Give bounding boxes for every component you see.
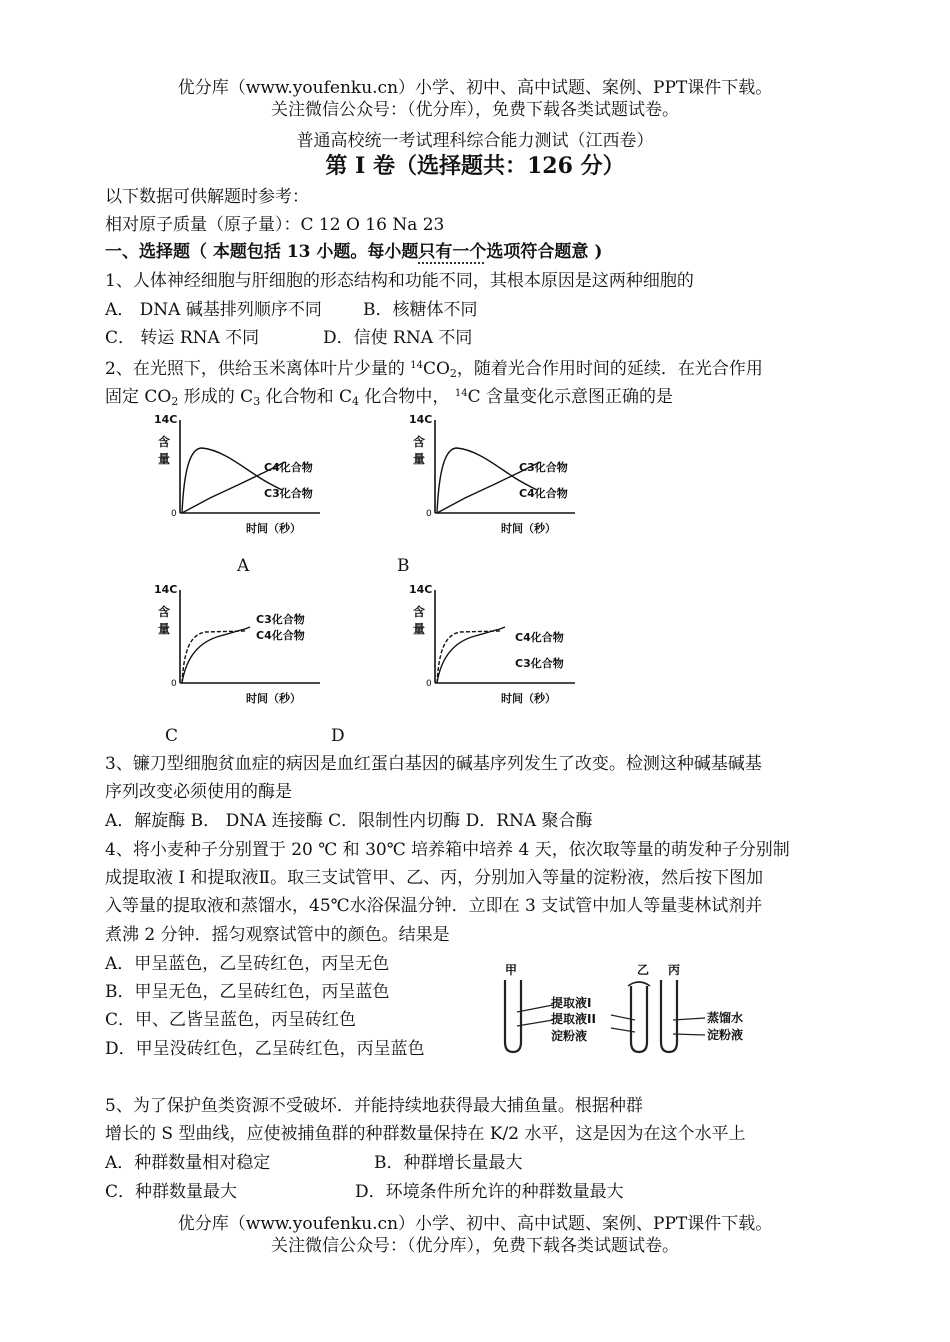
chart-b-ylabel-1: 含 [413, 435, 426, 449]
q4-stem-2: 成提取液 I 和提取液Ⅱ。取三支试管甲、乙、丙，分别加入等量的淀粉液，然后按下图加 [105, 868, 764, 888]
chart-d-letter: D [331, 726, 345, 746]
fig-label-2: 提取液II [551, 1012, 596, 1026]
q4-stem-3: 入等量的提取液和蒸馏水，45℃水浴保温分钟．立即在 3 支试管中加人等量斐林试剂并 [105, 896, 763, 916]
fig-label-3: 淀粉液 [551, 1029, 588, 1043]
q2-stem-1: 2、在光照下，供给玉米离体叶片少量的 $^{14}CO_2$，随着光合作用时间的延续．在光合作用 [105, 359, 763, 380]
leader-1 [517, 1005, 553, 1012]
q5-option-c: C．种群数量最大 [105, 1182, 238, 1202]
q4-option-c: C．甲、乙皆呈蓝色，丙呈砖红色 [105, 1010, 357, 1030]
q4-stem-1: 4、将小麦种子分别置于 20 ℃ 和 30℃ 培养箱中培养 4 天，依次取等量的萌发种子分别制 [105, 840, 790, 860]
ref-intro: 以下数据可供解题时参考： [105, 187, 309, 207]
chart-c-ylabel-2: 量 [158, 622, 171, 636]
chart-c-ylabel-1: 含 [158, 605, 171, 619]
test-tube-figure [495, 960, 765, 1060]
q5-stem-1: 5、为了保护鱼类资源不受破坏．并能持续地获得最大捕鱼量。根据种群 [105, 1096, 643, 1116]
tube-yi [631, 986, 647, 1052]
chart-a-ylabel-top: 14C [154, 413, 178, 426]
q1-option-a: A． DNA 碱基排列顺序不同 [105, 300, 322, 320]
chart-c-xlabel: 时间（秒） [246, 692, 301, 705]
q4-option-a: A．甲呈蓝色，乙呈砖红色，丙呈无色 [105, 954, 390, 974]
chart-b-curve-peak [437, 448, 537, 513]
tube-label-yi: 乙 [637, 963, 650, 977]
chart-d-label-bottom: C3化合物 [515, 657, 564, 670]
footer-line-2: 关注微信公众号：（优分库），免费下载各类试题试卷。 [271, 1236, 679, 1256]
q3-stem-1: 3、镰刀型细胞贫血症的病因是血红蛋白基因的碱基序列发生了改变。检测这种碱基碱基 [105, 754, 762, 774]
chart-a-label-peak: C4化合物 [264, 461, 313, 474]
chart-c-label-bottom: C4化合物 [256, 629, 305, 642]
chart-b-label-peak: C3化合物 [519, 461, 568, 474]
q3-stem-2: 序列改变必须使用的酶是 [105, 782, 292, 802]
tube-label-bing: 丙 [668, 963, 681, 977]
chart-c [150, 580, 350, 710]
chart-c-ylabel-top: 14C [154, 583, 178, 596]
chart-a-origin: 0 [171, 509, 177, 519]
chart-d-ylabel-top: 14C [409, 583, 433, 596]
header-line-1: 优分库（www.youfenku.cn）小学、初中、高中试题、案例、PPT课件下载。 [177, 78, 773, 98]
part-heading: 一、选择题（ 本题包括 13 小题。每小题只有一个选项符合题意 ) [105, 242, 603, 262]
header-line-2: 关注微信公众号：（优分库），免费下载各类试题试卷。 [271, 100, 679, 120]
q5-option-a: A．种群数量相对稳定 [105, 1153, 271, 1173]
exam-title: 普通高校统一考试理科综合能力测试（江西卷） [296, 131, 654, 151]
q5-stem-2: 增长的 S 型曲线，应使被捕鱼群的种群数量保持在 K/2 水平，这是因为在这个水平上 [105, 1124, 746, 1144]
q1-stem: 1、人体神经细胞与肝细胞的形态结构和功能不同，其根本原因是这两种细胞的 [105, 271, 694, 291]
chart-b [405, 410, 605, 540]
leader-3 [517, 1020, 553, 1026]
q2-stem-2: 固定 $CO_2$ 形成的 $C_3$ 化合物和 $C_4$ 化合物中， $^{14}$C 含量变化示意图正确的是 [105, 387, 673, 408]
q4-option-b: B．甲呈无色，乙呈砖红色，丙呈蓝色 [105, 982, 390, 1002]
chart-c-letter: C [165, 726, 179, 746]
chart-d-ylabel-2: 量 [413, 622, 426, 636]
chart-d-label-top: C4化合物 [515, 631, 564, 644]
q4-stem-4: 煮沸 2 分钟．摇匀观察试管中的颜色。结果是 [105, 925, 450, 945]
section-title: 第 I 卷（选择题共：126 分） [325, 153, 625, 179]
footer-line-1: 优分库（www.youfenku.cn）小学、初中、高中试题、案例、PPT课件下载。 [177, 1214, 773, 1234]
tube-jia [505, 980, 521, 1052]
fig-label-4: 蒸馏水 [707, 1011, 744, 1025]
q3-options: A．解旋酶 B． DNA 连接酶 C．限制性内切酶 D．RNA 聚合酶 [105, 811, 593, 831]
chart-d [405, 580, 605, 710]
q1-option-d: D．信使 RNA 不同 [323, 328, 473, 348]
tube-label-jia: 甲 [505, 963, 518, 977]
chart-c-curve-slow [182, 627, 250, 683]
fig-label-1: 提取液I [551, 996, 592, 1010]
chart-a-ylabel-1: 含 [158, 435, 171, 449]
chart-a-label-rise: C3化合物 [264, 487, 313, 500]
chart-b-ylabel-2: 量 [413, 452, 426, 466]
chart-b-letter: B [397, 556, 410, 576]
q5-option-b: B．种群增长量最大 [374, 1153, 523, 1173]
chart-b-label-rise: C4化合物 [519, 487, 568, 500]
chart-a-letter: A [237, 556, 250, 576]
tube-bing [661, 980, 677, 1052]
chart-d-xlabel: 时间（秒） [501, 692, 556, 705]
chart-d-ylabel-1: 含 [413, 605, 426, 619]
chart-b-xlabel: 时间（秒） [501, 522, 556, 535]
q1-option-c: C． 转运 RNA 不同 [105, 328, 260, 348]
chart-a [150, 410, 350, 540]
q4-option-d: D．甲呈没砖红色，乙呈砖红色，丙呈蓝色 [105, 1039, 425, 1059]
chart-b-origin: 0 [426, 509, 432, 519]
chart-c-origin: 0 [171, 679, 177, 689]
chart-d-curve-slow [437, 627, 505, 683]
chart-b-ylabel-top: 14C [409, 413, 433, 426]
chart-c-label-top: C3化合物 [256, 613, 305, 626]
tube-yi-rim [628, 982, 650, 986]
q5-option-d: D．环境条件所允许的种群数量最大 [355, 1182, 624, 1202]
chart-a-curve-peak [182, 448, 282, 513]
q1-option-b: B．核糖体不同 [363, 300, 478, 320]
chart-a-ylabel-2: 量 [158, 452, 171, 466]
fig-label-5: 淀粉液 [707, 1028, 744, 1042]
chart-d-origin: 0 [426, 679, 432, 689]
chart-a-xlabel: 时间（秒） [246, 522, 301, 535]
atomic-mass: 相对原子质量（原子量）：C 12 O 16 Na 23 [105, 215, 445, 235]
